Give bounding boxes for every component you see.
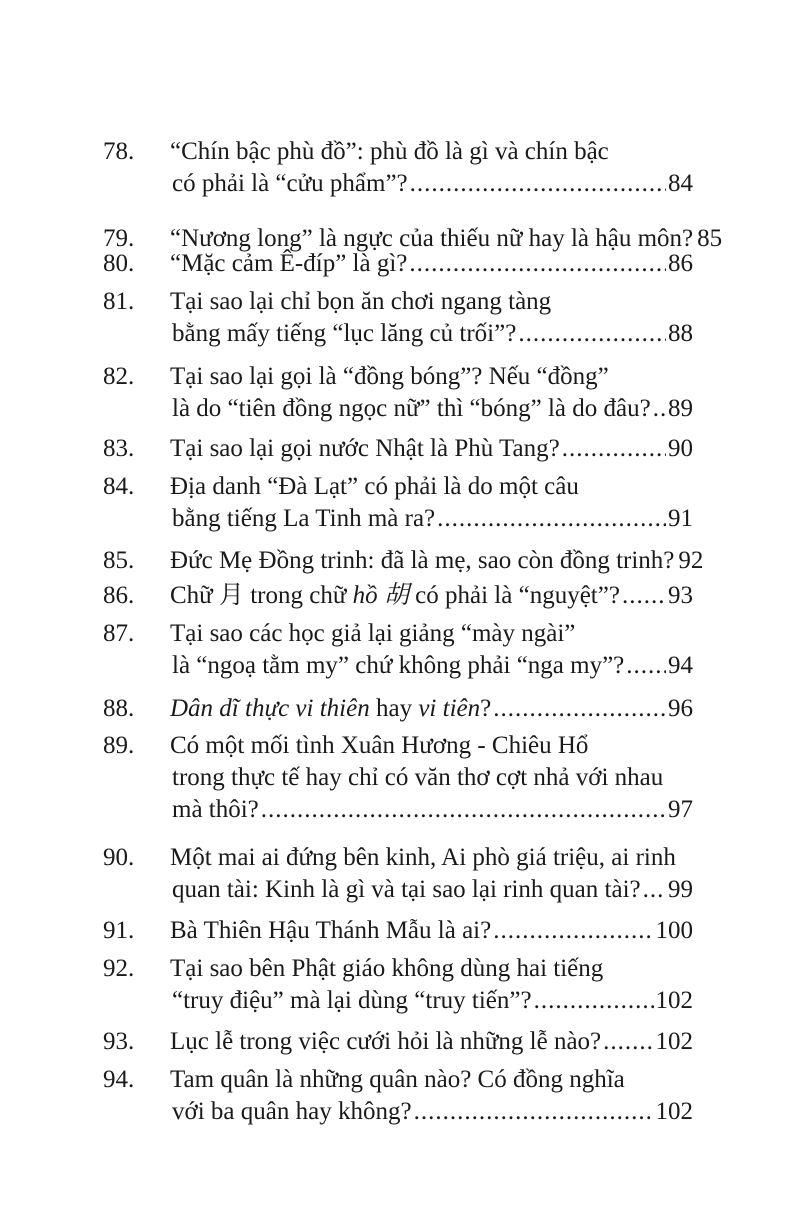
entry-title-line: Có một mối tình Xuân Hương - Chiêu Hổ bbox=[170, 732, 589, 759]
page-number: 99 bbox=[668, 876, 693, 903]
dot-leader bbox=[626, 650, 666, 682]
page-number: 96 bbox=[668, 695, 693, 722]
entry-title-line: bằng mấy tiếng “lục lăng củ trối”? bbox=[172, 320, 517, 347]
page-number: 91 bbox=[668, 505, 693, 532]
dot-leader bbox=[493, 915, 653, 947]
entry-title-line: Chữ 月 trong chữ hồ 胡 có phải là “nguyệt”? bbox=[170, 582, 620, 609]
entry-title-line: Lục lễ trong việc cưới hỏi là những lễ nào? bbox=[170, 1028, 602, 1055]
entry-title-line: Tại sao lại gọi là “đồng bóng”? Nếu “đồng” bbox=[170, 363, 609, 390]
entry-number: 93. bbox=[103, 1028, 135, 1055]
dot-leader bbox=[643, 874, 666, 906]
page-number: 93 bbox=[668, 582, 693, 609]
entry-number: 91. bbox=[103, 917, 135, 944]
dot-leader bbox=[518, 318, 666, 350]
dot-leader bbox=[622, 580, 666, 612]
entry-number: 87. bbox=[103, 620, 135, 647]
page-number: 89 bbox=[668, 395, 693, 422]
entry-title-line: quan tài: Kinh là gì và tại sao lại rinh quan tài? bbox=[172, 876, 641, 903]
entry-title-line: Một mai ai đứng bên kinh, Ai phò giá triệu, ai rinh bbox=[170, 844, 676, 871]
dot-leader bbox=[603, 1026, 653, 1058]
page-number: 86 bbox=[668, 250, 693, 277]
entry-title-line: “truy điệu” mà lại dùng “truy tiến”? bbox=[172, 987, 532, 1014]
entry-number: 83. bbox=[103, 435, 135, 462]
entry-number: 94. bbox=[103, 1066, 135, 1093]
entry-title-line: Dân dĩ thực vi thiên hay vi tiên? bbox=[170, 695, 492, 722]
entry-title-line: có phải là “cửu phẩm”? bbox=[172, 170, 408, 197]
page-number: 102 bbox=[655, 987, 693, 1014]
page-number: 97 bbox=[668, 796, 693, 823]
page-number: 92 bbox=[678, 547, 704, 574]
entry-title-line: “Chín bậc phù đồ”: phù đồ là gì và chín bậc bbox=[170, 138, 609, 165]
page-number: 88 bbox=[668, 320, 693, 347]
entry-number: 85. bbox=[103, 547, 135, 574]
entry-title-line: mà thôi? bbox=[172, 796, 259, 823]
page-number: 85 bbox=[697, 225, 723, 252]
entry-number: 81. bbox=[103, 288, 135, 315]
entry-title-line: Đức Mẹ Đồng trinh: đã là mẹ, sao còn đồng trinh? bbox=[170, 547, 675, 574]
entry-number: 90. bbox=[103, 844, 135, 871]
entry-title-line: Tại sao các học giả lại giảng “mày ngài” bbox=[170, 620, 576, 647]
entry-title-line: là do “tiên đồng ngọc nữ” thì “bóng” là do đâu? bbox=[172, 395, 651, 422]
entry-title-line: Bà Thiên Hậu Thánh Mẫu là ai? bbox=[170, 917, 492, 944]
entry-title-line: Tại sao lại chỉ bọn ăn chơi ngang tàng bbox=[170, 288, 552, 315]
entry-number: 80. bbox=[103, 250, 135, 277]
page-number: 90 bbox=[668, 435, 693, 462]
dot-leader bbox=[653, 393, 666, 425]
dot-leader bbox=[409, 248, 666, 280]
entry-title-line: “Nương long” là ngực của thiếu nữ hay là hậu môn? bbox=[170, 225, 694, 252]
entry-title-line: Tại sao bên Phật giáo không dùng hai tiếng bbox=[170, 955, 604, 982]
dot-leader bbox=[562, 433, 666, 465]
page-number: 84 bbox=[668, 170, 693, 197]
entry-title-line: trong thực tế hay chỉ có văn thơ cợt nhả với nhau bbox=[172, 764, 664, 791]
entry-title-line: “Mặc cảm Ê-đíp” là gì? bbox=[170, 250, 408, 277]
page-number: 102 bbox=[655, 1028, 693, 1055]
dot-leader bbox=[493, 693, 666, 725]
dot-leader bbox=[414, 1096, 654, 1128]
entry-number: 82. bbox=[103, 363, 135, 390]
entry-title-line: là “ngoạ tằm my” chứ không phải “nga my”? bbox=[172, 652, 625, 679]
entry-title-line: Tại sao lại gọi nước Nhật là Phù Tang? bbox=[170, 435, 560, 462]
entry-title-line: Địa danh “Đà Lạt” có phải là do một câu bbox=[170, 473, 579, 500]
entry-title-line: với ba quân hay không? bbox=[172, 1098, 412, 1125]
entry-number: 89. bbox=[103, 732, 135, 759]
page-number: 100 bbox=[655, 917, 693, 944]
entry-number: 78. bbox=[103, 138, 135, 165]
entry-number: 79. bbox=[103, 225, 135, 252]
dot-leader bbox=[410, 168, 666, 200]
entry-number: 92. bbox=[103, 955, 135, 982]
dot-leader bbox=[534, 985, 654, 1017]
entry-title-line: bằng tiếng La Tinh mà ra? bbox=[172, 505, 436, 532]
page-number: 102 bbox=[655, 1098, 693, 1125]
entry-number: 88. bbox=[103, 695, 135, 722]
entry-number: 86. bbox=[103, 582, 135, 609]
dot-leader bbox=[437, 503, 666, 535]
entry-title-line: Tam quân là những quân nào? Có đồng nghĩa bbox=[170, 1066, 625, 1093]
dot-leader bbox=[261, 794, 666, 826]
entry-number: 84. bbox=[103, 473, 135, 500]
page-number: 94 bbox=[668, 652, 693, 679]
